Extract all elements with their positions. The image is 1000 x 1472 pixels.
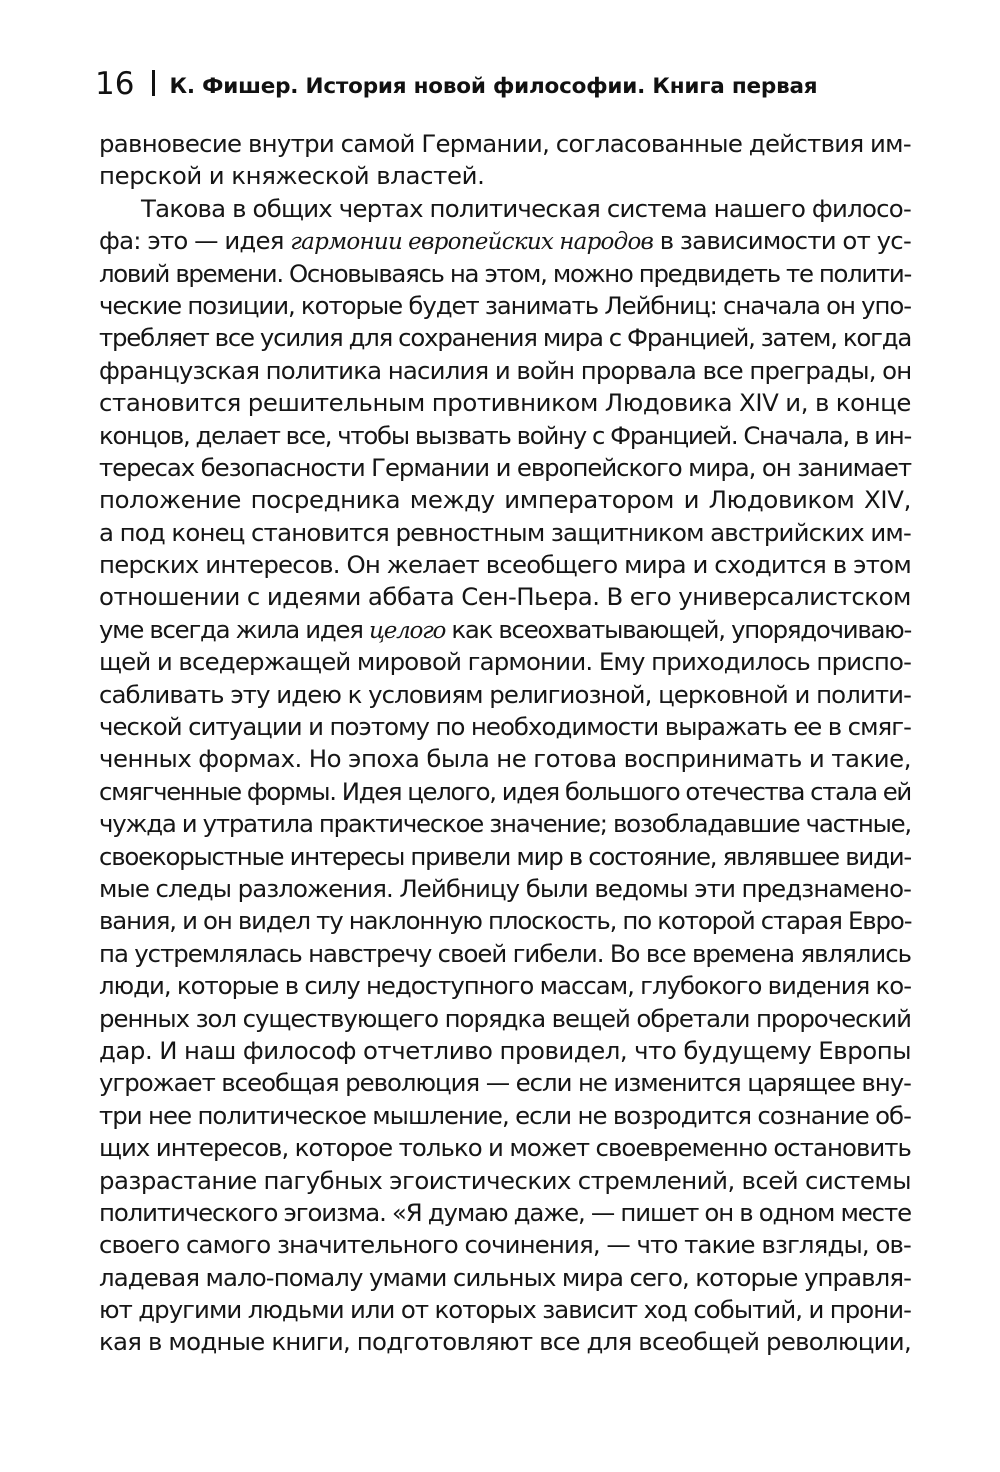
text-line: щих интересов, которое только и может своевременно остановить: [99, 1133, 911, 1163]
text-line: три нее политическое мышление, если не возродится сознание об-: [99, 1100, 911, 1130]
text-line: ческие позиции, которые будет занимать Лейбниц: сначала он упо-: [99, 290, 911, 320]
running-title: К. Фишер. История новой философии. Книга первая: [169, 74, 818, 99]
text-line: перской и княжеской властей.: [99, 161, 485, 191]
text-segment: фа: это — идея: [99, 226, 291, 256]
text-line: кая в модные книги, подготовляют все для всеобщей революции,: [99, 1327, 911, 1357]
text-line: [99, 614, 911, 646]
text-line: своего самого значительного сочинения, — что такие взгляды, ов-: [99, 1230, 911, 1260]
text-line: ловий времени. Основываясь на этом, можно предвидеть те полити-: [99, 258, 911, 288]
text-line: концов, делает все, чтобы вызвать войну с Францией. Сначала, в ин-: [99, 420, 911, 450]
text-segment: как всеохватывающей, упорядочиваю-: [445, 614, 911, 644]
text-line: сабливать эту идею к условиям религиозной, церковной и полити-: [99, 679, 911, 709]
header-divider: [152, 70, 155, 96]
text-segment: в зависимости от ус-: [653, 226, 911, 256]
text-line: политического эгоизма. «Я думаю даже, — пишет он в одном месте: [99, 1197, 911, 1227]
text-line: щей и вседержащей мировой гармонии. Ему приходилось приспо-: [99, 647, 912, 677]
text-line: Такова в общих чертах политическая система нашего филосо-: [141, 193, 911, 223]
text-line: ческой ситуации и поэтому по необходимости выражать ее в смяг-: [99, 712, 911, 742]
text-line: тересах безопасности Германии и европейского мира, он занимает: [99, 452, 911, 482]
text-line: отношении с идеями аббата Сен-Пьера. В его универсалистском: [99, 582, 911, 612]
italic-emphasis: гармонии европейских народов: [290, 229, 654, 256]
text-line: па устремлялась навстречу своей гибели. Во все времена являлись: [99, 938, 911, 968]
text-line: угрожает всеобщая революция — если не изменится царящее вну-: [99, 1068, 911, 1098]
text-line: положение посредника между императором и Людовиком XIV,: [99, 485, 911, 515]
text-segment: уме всегда жила идея: [99, 614, 369, 644]
text-line: разрастание пагубных эгоистических стремлений, всей системы: [99, 1165, 911, 1195]
text-line: [99, 225, 911, 257]
running-head: [95, 66, 817, 102]
text-line: своекорыстные интересы привели мир в состояние, являвшее види-: [99, 841, 911, 871]
text-line: становится решительным противником Людовика XIV и, в конце: [99, 388, 911, 418]
text-line: люди, которые в силу недоступного массам, глубокого видения ко-: [99, 971, 911, 1001]
text-line: французская политика насилия и войн прорвала все преграды, он: [99, 355, 912, 385]
body-text: [99, 128, 911, 1359]
text-line: перских интересов. Он желает всеобщего мира и сходится в этом: [99, 550, 911, 580]
text-line: ладевая мало-помалу умами сильных мира сего, которые управля-: [99, 1262, 911, 1292]
text-line: смягченные формы. Идея целого, идея большого отечества стала ей: [99, 776, 911, 806]
text-line: дар. И наш философ отчетливо провидел, что будущему Европы: [99, 1035, 911, 1065]
text-line: ченных формах. Но эпоха была не готова воспринимать и такие,: [99, 744, 911, 774]
text-line: мые следы разложения. Лейбницу были ведомы эти предзнамено-: [99, 873, 911, 903]
text-line: чужда и утратила практическое значение; возобладавшие частные,: [99, 809, 911, 839]
text-line: а под конец становится ревностным защитником австрийских им-: [99, 517, 911, 547]
text-line: ренных зол существующего порядка вещей обретали пророческий: [99, 1003, 911, 1033]
text-line: вания, и он видел ту наклонную плоскость, по которой старая Евро-: [99, 906, 912, 936]
italic-emphasis: целого: [369, 617, 446, 644]
text-line: равновесие внутри самой Германии, согласованные действия им-: [99, 129, 911, 158]
text-line: ют другими людьми или от которых зависит ход событий, и прони-: [99, 1295, 911, 1325]
page-number: 16: [95, 66, 135, 102]
text-line: требляет все усилия для сохранения мира с Францией, затем, когда: [99, 323, 912, 353]
